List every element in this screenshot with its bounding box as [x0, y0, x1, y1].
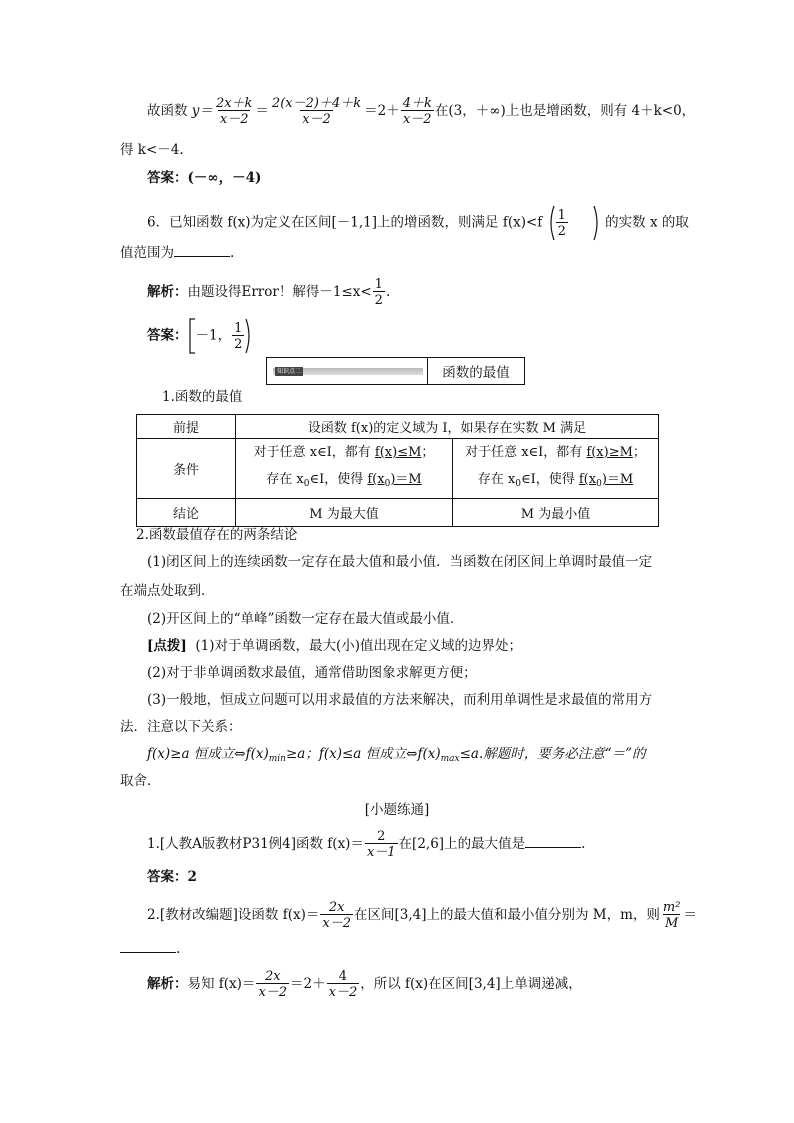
practice-q2-line1: 2.[教材改编题]设函数 f(x)＝ $\frac{2x}{x-2}$ 在区间[3,4]上的最大值和最小值分别为 M，m，则 $\frac{\text{m²}}{M}$ ＝ — [147, 900, 697, 931]
tip-line3: (3)一般地，恒成立问题可以用求最值的方法来解决，而利用单调性是求最值的常用方 — [147, 692, 653, 708]
section-banner — [267, 358, 428, 384]
section-tag: 知识点二 — [277, 368, 302, 375]
solution5-line1: 故函数 y＝ $\frac{2x+k}{x-2}$ ＝ $\frac{2(x-2)+4+k}{x-2}$ ＝2＋ $\frac{4+k}{x-2}$ 在(3，＋∞)上也是增函数，则有 4＋k<0， — [147, 96, 696, 127]
table-row — [137, 415, 659, 439]
answer-blank — [525, 833, 581, 848]
fraction: $\frac{2(x-2)+4+k}{x-2}$ — [271, 96, 362, 127]
table-row — [137, 499, 659, 527]
right-paren-icon — [245, 318, 253, 354]
table-cell-condition-min: 对于任意 x∈I，都有 f(x)≥M； 存在 $x_0\in I$，使得 $f(x_0)=M$ — [453, 439, 659, 499]
right-paren-icon — [593, 205, 601, 241]
heading-two-conclusions: 2.函数最值存在的两条结论 — [136, 527, 298, 543]
table-cell-condition-max: 对于任意 x∈I，都有 f(x)≤M； 存在 $x_0\in I$，使得 $f(x_0)=M$ — [236, 439, 453, 499]
practice-title: [小题练通] — [364, 802, 430, 818]
answer-q1: 答案：2 — [147, 869, 197, 885]
definition-table — [136, 414, 659, 527]
tip-line2: (2)对于非单调函数求最值，通常借助图象求解更方便； — [147, 665, 477, 681]
tip-line6: 取舍． — [120, 773, 161, 789]
fraction: $\frac{4+k}{x-2}$ — [402, 96, 432, 127]
tip-line4: 法．注意以下关系： — [120, 719, 242, 735]
practice-q1: 1.[人教A版教材P31例4]函数 f(x)＝ $\frac{2}{x-1}$ 在[2,6]上的最大值是 . — [147, 829, 586, 860]
left-paren-icon — [547, 205, 555, 241]
fraction: $\frac{1}{2}$ — [557, 207, 566, 239]
table-cell-premise-label: 前提 — [137, 415, 236, 439]
practice-q2-line2: . — [120, 938, 180, 959]
fraction: $\frac{4}{x-2}$ — [328, 969, 358, 1000]
section-title: 函数的最值 — [442, 365, 510, 381]
table-cell-conclusion-min: M 为最小值 — [453, 499, 659, 527]
tip-line1: [点拨] (1)对于单调函数，最大(小)值出现在定义域的边界处； — [147, 638, 523, 654]
table-cell-conclusion-max: M 为最大值 — [236, 499, 453, 527]
fraction: $\frac{\text{m²}}{M}$ — [662, 900, 681, 931]
answer6: 答案： －1， $\frac{1}{2}$ — [147, 318, 253, 354]
left-bracket-icon — [188, 318, 196, 354]
fraction: $\frac{2x+k}{x-2}$ — [215, 96, 253, 127]
fraction: $\frac{2}{x-1}$ — [366, 829, 396, 860]
table-cell-condition-label: 条件 — [137, 439, 236, 499]
section-header — [266, 357, 525, 385]
question6-line1: 6．已知函数 f(x)为定义在区间[－1,1]上的增函数，则满足 f(x)<f $\frac{1}{2}$ 的实数 x 的取 — [147, 205, 689, 241]
solution6: 解析：由题设得Error！解得－1≤x< $\frac{1}{2}$ . — [147, 277, 391, 308]
question6-line2: 值范围为 . — [120, 242, 234, 263]
solution5-line2: 得 k<－4. — [120, 142, 184, 158]
answer-blank — [120, 938, 176, 953]
paragraph1-line1: (1)闭区间上的连续函数一定存在最大值和最小值．当函数在闭区间上单调时最值一定 — [147, 554, 653, 570]
solution-q2: 解析：易知 f(x)＝ $\frac{2x}{x-2}$ ＝2＋ $\frac{4}{x-2}$ ，所以 f(x)在区间[3,4]上单调递减， — [147, 969, 582, 1000]
tip-line5: f(x)≥a 恒成立$\Leftrightarrow f(x)_{min}\ge a$；f(x)≤a 恒成立$\Leftrightarrow f(x)_{max}\le a$.解题时，要务必注意“＝”的 — [147, 746, 646, 764]
paragraph2: (2)开区间上的“单峰”函数一定存在最大值或最小值． — [147, 611, 464, 627]
table-cell-conclusion-label: 结论 — [137, 499, 236, 527]
fraction: $\frac{1}{2}$ — [234, 320, 243, 352]
table-cell-premise: 设函数 f(x)的定义域为 I，如果存在实数 M 满足 — [236, 415, 659, 439]
fraction: $\frac{1}{2}$ — [374, 277, 383, 308]
fraction: $\frac{2x}{x-2}$ — [258, 969, 288, 1000]
heading-max-min: 1.函数的最值 — [162, 389, 243, 405]
fraction: $\frac{2x}{x-2}$ — [322, 900, 351, 931]
answer-blank — [174, 242, 230, 257]
table-row — [137, 439, 659, 499]
paragraph1-line2: 在端点处取到． — [120, 583, 215, 599]
answer5: 答案：(－∞，－4) — [147, 170, 262, 186]
